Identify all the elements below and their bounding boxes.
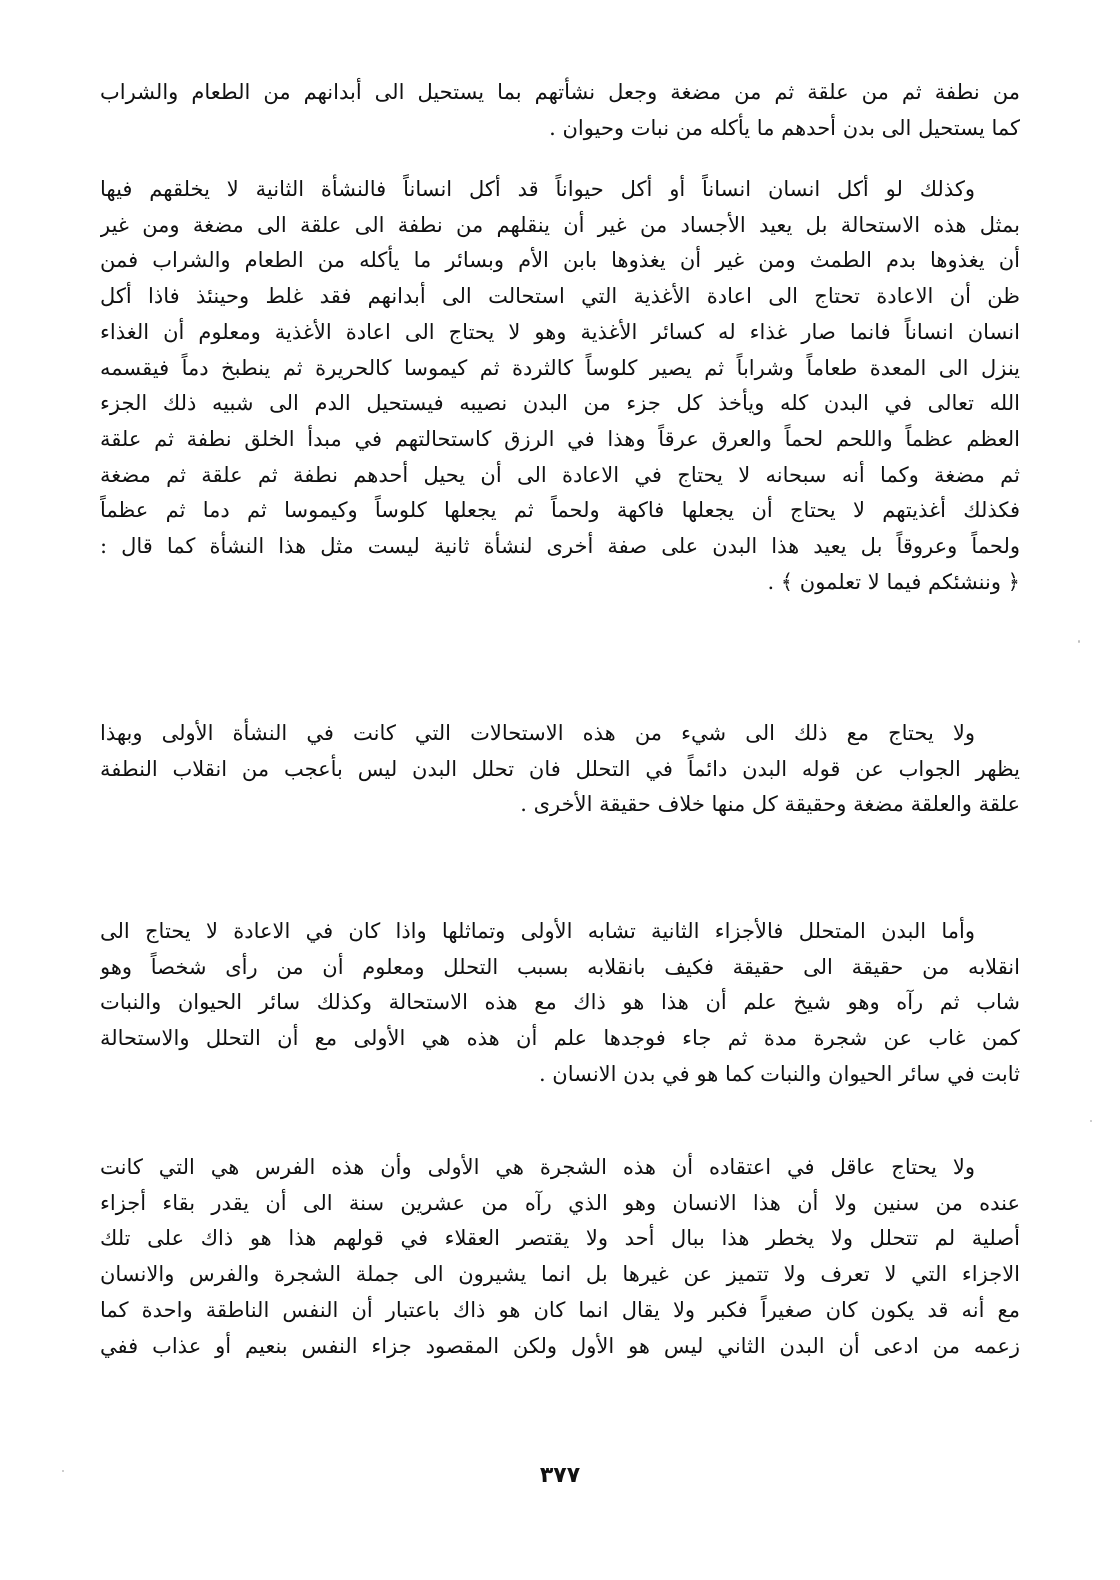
text-line: أن يغذوها بدم الطمث ومن غير أن يغذوها بابن الأم وبسائر ما يأكله من الطعام والشراب فمن bbox=[100, 248, 1020, 273]
text-line: بمثل هذه الاستحالة بل يعيد الأجساد من غير أن ينقلهم من نطفة الى علقة الى مضغة ومن غير bbox=[100, 212, 1020, 237]
text-line: أصلية لم تتحلل ولا يخطر هذا ببال أحد ولا يقتصر العقلاء في قولهم هذا هو ذاك على تلك bbox=[100, 1226, 1020, 1251]
text-line: مع أنه قد يكون كان صغيراً فكبر ولا يقال انما كان هو ذاك باعتبار أن النفس الناطقة واحدة كما bbox=[100, 1297, 1020, 1322]
text-line: ظن أن الاعادة تحتاج الى اعادة الأغذية التي استحالت الى أبدانهم فقد غلط وحينئذ فاذا أكل bbox=[100, 284, 1020, 309]
text-line: انقلابه من حقيقة الى حقيقة فكيف بانقلابه بسبب التحلل ومعلوم أن من رأى شخصاً وهو bbox=[100, 954, 1020, 979]
text-line: ثم مضغة وكما أنه سبحانه لا يحتاج في الاعادة الى أن يحيل أحدهم نطفة ثم علقة ثم مضغة bbox=[100, 462, 1020, 487]
scan-speck bbox=[62, 1470, 64, 1472]
scan-speck bbox=[1090, 1120, 1092, 1122]
paragraph-5 bbox=[100, 1150, 1020, 1364]
text-line: شاب ثم رآه وهو شيخ علم أن هذا هو ذاك مع هذه الاستحالة وكذلك سائر الحيوان والنبات bbox=[100, 990, 1020, 1015]
text-line: فكذلك أغذيتهم لا يحتاج أن يجعلها فاكهة ولحماً ثم يجعلها كلوساً وكيموسا ثم دما ثم عظماً bbox=[100, 498, 1020, 523]
text-line: كما يستحيل الى بدن أحدهم ما يأكله من نبات وحيوان . bbox=[549, 115, 1020, 140]
text-line: وكذلك لو أكل انسان انساناً أو أكل حيواناً قد أكل انساناً فالنشأة الثانية لا يخلقهم فيها bbox=[100, 177, 975, 201]
text-line: العظم عظماً واللحم لحماً والعرق عرقاً وهذا في الرزق كاستحالتهم في مبدأ الخلق نطفة ثم علقة bbox=[100, 426, 1020, 451]
text-line: عنده من سنين ولا أن هذا الانسان وهو الذي رآه من عشرين سنة الى أن يقدر بقاء أجزاء bbox=[100, 1190, 1020, 1215]
text-line: ولا يحتاج عاقل في اعتقاده أن هذه الشجرة هي الأولى وأن هذه الفرس هي التي كانت bbox=[100, 1155, 975, 1179]
text-line: ولحماً وعروقاً بل يعيد هذا البدن على صفة أخرى لنشأة ثانية ليست مثل هذا النشأة كما قال : bbox=[100, 534, 1020, 559]
text-line: الاجزاء التي لا تعرف ولا تتميز عن غيرها بل انما يشيرون الى جملة الشجرة والفرس والانسان bbox=[100, 1262, 1020, 1287]
text-line: يظهر الجواب عن قوله البدن دائماً في التحلل فان تحلل البدن ليس بأعجب من انقلاب النطفة bbox=[100, 756, 1020, 781]
text-line: علقة والعلقة مضغة وحقيقة كل منها خلاف حقيقة الأخرى . bbox=[520, 792, 1020, 817]
paragraph-3 bbox=[100, 716, 1020, 823]
text-line: كمن غاب عن شجرة مدة ثم جاء فوجدها علم أن هذه هي الأولى مع أن التحلل والاستحالة bbox=[100, 1026, 1020, 1051]
text-line: من نطفة ثم من علقة ثم من مضغة وجعل نشأتهم بما يستحيل الى أبدانهم من الطعام والشراب bbox=[100, 80, 1020, 104]
scan-speck bbox=[1078, 640, 1080, 643]
text-line: زعمه من ادعى أن البدن الثاني ليس هو الأول ولكن المقصود جزاء النفس بنعيم أو عذاب ففي bbox=[100, 1333, 1020, 1358]
text-line: وأما البدن المتحلل فالأجزاء الثانية تشابه الأولى وتماثلها واذا كان في الاعادة لا يحتاج الى bbox=[100, 919, 975, 943]
page-number: ٣٧٧ bbox=[539, 1463, 581, 1488]
text-line: ثابت في سائر الحيوان والنبات كما هو في بدن الانسان . bbox=[538, 1061, 1020, 1086]
text-line: ﴿ وننشئكم فيما لا تعلمون ﴾ . bbox=[767, 569, 1020, 594]
paragraph-2 bbox=[100, 172, 1020, 600]
text-line: الله تعالى في البدن كله ويأخذ كل جزء من البدن نصيبه فيستحيل الدم الى شبيه ذلك الجزء bbox=[100, 391, 1020, 416]
paragraph-4 bbox=[100, 914, 1020, 1093]
paragraph-1 bbox=[100, 75, 1020, 146]
text-line: ولا يحتاج مع ذلك الى شيء من هذه الاستحالات التي كانت في النشأة الأولى وبهذا bbox=[100, 721, 975, 745]
text-line: انسان انساناً فانما صار غذاء له كسائر الأغذية وهو لا يحتاج الى اعادة الأغذية ومعلوم أن الغذاء bbox=[100, 319, 1020, 344]
text-line: ينزل الى المعدة طعاماً وشراباً ثم يصير كلوساً كالثردة ثم كيموسا كالحريرة ثم ينطبخ دماً فيقسمه bbox=[100, 355, 1020, 380]
